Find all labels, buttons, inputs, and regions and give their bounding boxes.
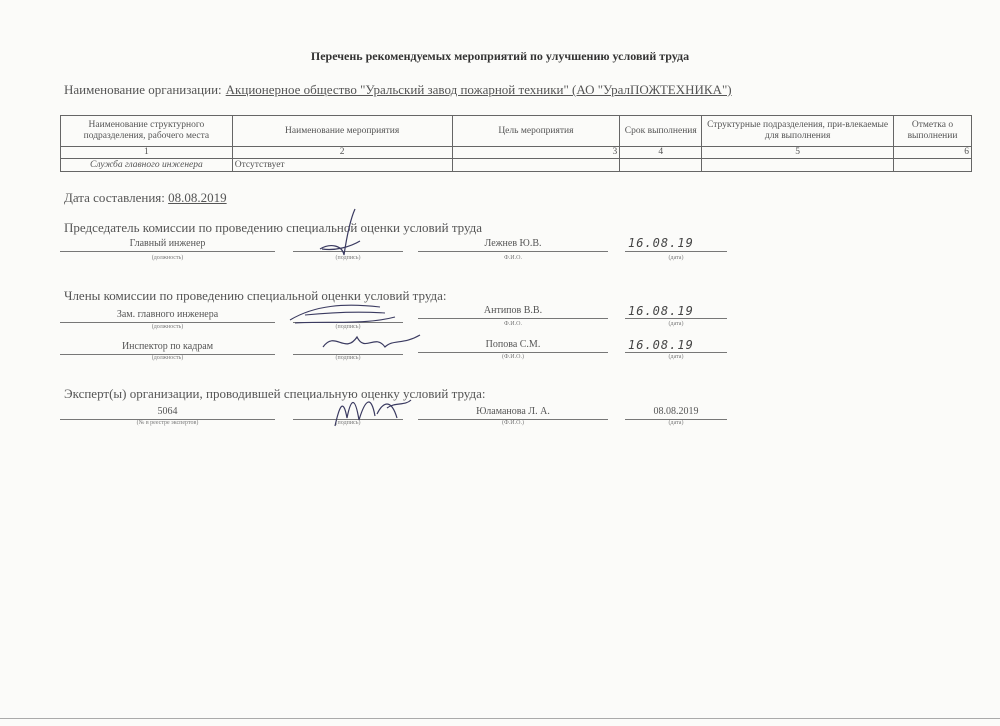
table-header: Структурные подразделения, при-влекаемые для выполнения (702, 116, 894, 147)
expert-signature-icon (325, 388, 415, 433)
chairman-signature-icon (300, 205, 390, 265)
organization-line (64, 82, 732, 98)
cell-term (620, 159, 702, 172)
column-number: 2 (232, 147, 452, 159)
caption-position: (должность) (151, 355, 184, 361)
table-header: Наименование структурного подразделения, рабочего места (61, 116, 233, 147)
member-name: Попова С.М. (485, 339, 541, 350)
cell-dept: Служба главного инженера (61, 159, 233, 172)
caption-position: (должность) (151, 324, 184, 330)
page-title: Перечень рекомендуемых мероприятий по улучшению условий труда (310, 49, 690, 63)
scan-edge-line (0, 718, 1000, 719)
column-number: 1 (61, 147, 233, 159)
caption-signature: (подпись) (335, 420, 361, 426)
member-name: Антипов В.В. (483, 305, 543, 316)
table-number-row (61, 147, 972, 159)
table-row (61, 159, 972, 172)
member-date: 16.08.19 (628, 304, 694, 318)
caption-signature: (подпись) (335, 324, 361, 330)
caption-registry: (№ в реестре экспертов) (136, 420, 199, 426)
caption-date: (дата) (668, 354, 684, 360)
date-compiled-label: Дата составления: (64, 190, 165, 205)
date-compiled-line (64, 190, 227, 206)
organization-label: Наименование организации: (64, 82, 222, 97)
member-position: Зам. главного инженера (116, 309, 219, 320)
table-header-row (61, 116, 972, 147)
members-heading: Члены комиссии по проведению специальной оценки условий труда: (64, 288, 447, 303)
column-number: 4 (620, 147, 702, 159)
table-header: Срок выполнения (620, 116, 702, 147)
member-position: Инспектор по кадрам (121, 341, 214, 352)
caption-fio: Ф.И.О. (504, 255, 522, 261)
caption-signature: (подпись) (335, 355, 361, 361)
expert-date: 08.08.2019 (653, 406, 699, 417)
table-header: Цель мероприятия (452, 116, 620, 147)
chairman-heading: Председатель комиссии по проведению специальной оценки условий труда (64, 220, 483, 235)
member-date: 16.08.19 (628, 338, 694, 352)
expert-registry: 5064 (157, 406, 178, 417)
column-number: 3 (452, 147, 620, 159)
date-line (625, 251, 727, 252)
cell-units (702, 159, 894, 172)
caption-date: (дата) (668, 420, 684, 426)
caption-position: (должность) (151, 255, 184, 261)
caption-date: (дата) (668, 255, 684, 261)
name-line (418, 318, 608, 319)
chairman-position: Главный инженер (129, 238, 206, 249)
cell-mark (894, 159, 972, 172)
expert-name: Юламанова Л. А. (476, 406, 550, 417)
chairman-date: 16.08.19 (628, 236, 694, 250)
name-line (418, 251, 608, 252)
caption-fio: Ф.И.О. (504, 321, 522, 327)
cell-goal (452, 159, 620, 172)
column-number: 6 (894, 147, 972, 159)
position-line (60, 322, 275, 323)
member-signature-icon (315, 325, 425, 360)
column-number: 5 (702, 147, 894, 159)
caption-date: (дата) (668, 321, 684, 327)
table-header: Наименование мероприятия (232, 116, 452, 147)
measures-table (60, 115, 972, 172)
expert-heading: Эксперт(ы) организации, проводившей специальную оценку условий труда: (64, 386, 486, 401)
organization-name: Акционерное общество "Уральский завод пожарной техники" (АО "УралПОЖТЕХНИКА") (225, 82, 732, 97)
position-line (60, 251, 275, 252)
table-header: Отметка о выполнении (894, 116, 972, 147)
name-line (418, 352, 608, 353)
caption-fio: (Ф.И.О.) (502, 354, 524, 360)
chairman-name: Лежнев Ю.В. (484, 238, 542, 249)
date-compiled-value: 08.08.2019 (168, 190, 227, 205)
caption-fio: (Ф.И.О.) (502, 420, 524, 426)
date-line (625, 318, 727, 319)
caption-signature: (подпись) (335, 255, 361, 261)
cell-measure: Отсутствует (232, 159, 452, 172)
date-line (625, 352, 727, 353)
